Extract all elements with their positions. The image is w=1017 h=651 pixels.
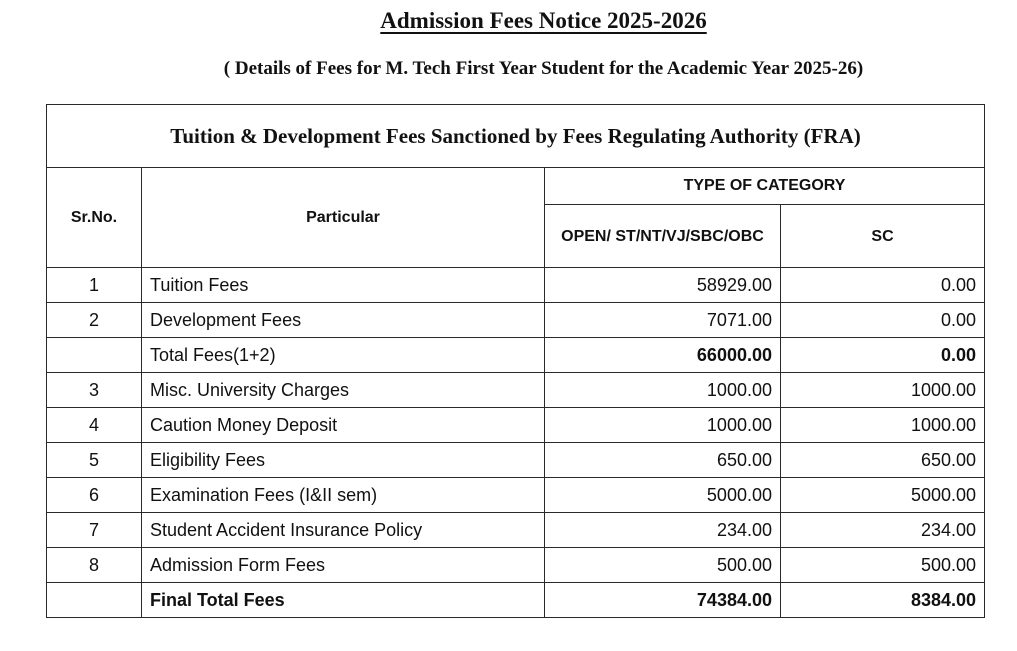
row-open-amount: 74384.00 xyxy=(545,583,781,618)
header-particular: Particular xyxy=(142,168,545,268)
authority-heading-row xyxy=(47,105,985,168)
table-row xyxy=(47,513,985,548)
row-sc-amount: 1000.00 xyxy=(781,408,985,443)
row-sc-amount: 234.00 xyxy=(781,513,985,548)
row-srno: 3 xyxy=(47,373,142,408)
row-srno: 5 xyxy=(47,443,142,478)
authority-heading: Tuition & Development Fees Sanctioned by Fees Regulating Authority (FRA) xyxy=(47,105,985,168)
table-row xyxy=(47,373,985,408)
row-srno: 6 xyxy=(47,478,142,513)
table-row xyxy=(47,303,985,338)
table-row xyxy=(47,268,985,303)
row-particular: Student Accident Insurance Policy xyxy=(142,513,545,548)
notice-subtitle: ( Details of Fees for M. Tech First Year Student for the Academic Year 2025-26) xyxy=(223,58,864,79)
row-sc-amount: 5000.00 xyxy=(781,478,985,513)
row-srno: 2 xyxy=(47,303,142,338)
header-srno: Sr.No. xyxy=(47,168,142,268)
row-particular: Admission Form Fees xyxy=(142,548,545,583)
header-sc-category: SC xyxy=(781,205,985,268)
row-particular: Development Fees xyxy=(142,303,545,338)
row-srno xyxy=(47,583,142,618)
row-open-amount: 7071.00 xyxy=(545,303,781,338)
row-srno: 8 xyxy=(47,548,142,583)
row-sc-amount: 8384.00 xyxy=(781,583,985,618)
row-sc-amount: 1000.00 xyxy=(781,373,985,408)
row-sc-amount: 0.00 xyxy=(781,268,985,303)
row-srno: 1 xyxy=(47,268,142,303)
row-particular: Tuition Fees xyxy=(142,268,545,303)
row-open-amount: 500.00 xyxy=(545,548,781,583)
table-row xyxy=(47,548,985,583)
row-particular: Misc. University Charges xyxy=(142,373,545,408)
row-particular: Total Fees(1+2) xyxy=(142,338,545,373)
row-sc-amount: 0.00 xyxy=(781,303,985,338)
row-sc-amount: 650.00 xyxy=(781,443,985,478)
row-particular: Caution Money Deposit xyxy=(142,408,545,443)
row-open-amount: 234.00 xyxy=(545,513,781,548)
row-open-amount: 650.00 xyxy=(545,443,781,478)
row-open-amount: 1000.00 xyxy=(545,373,781,408)
row-open-amount: 5000.00 xyxy=(545,478,781,513)
header-open-category: OPEN/ ST/NT/VJ/SBC/OBC xyxy=(545,205,781,268)
row-open-amount: 58929.00 xyxy=(545,268,781,303)
row-srno xyxy=(47,338,142,373)
notice-title: Admission Fees Notice 2025-2026 xyxy=(380,8,707,33)
row-particular: Final Total Fees xyxy=(142,583,545,618)
table-row xyxy=(47,408,985,443)
row-particular: Examination Fees (I&II sem) xyxy=(142,478,545,513)
row-particular: Eligibility Fees xyxy=(142,443,545,478)
row-open-amount: 66000.00 xyxy=(545,338,781,373)
header-type-of-category: TYPE OF CATEGORY xyxy=(545,168,985,205)
fees-table xyxy=(46,104,985,618)
row-open-amount: 1000.00 xyxy=(545,408,781,443)
header-row-1 xyxy=(47,168,985,205)
row-sc-amount: 0.00 xyxy=(781,338,985,373)
table-row xyxy=(47,478,985,513)
row-srno: 4 xyxy=(47,408,142,443)
row-sc-amount: 500.00 xyxy=(781,548,985,583)
row-srno: 7 xyxy=(47,513,142,548)
subtotal-row xyxy=(47,338,985,373)
table-row xyxy=(47,443,985,478)
final-total-row xyxy=(47,583,985,618)
